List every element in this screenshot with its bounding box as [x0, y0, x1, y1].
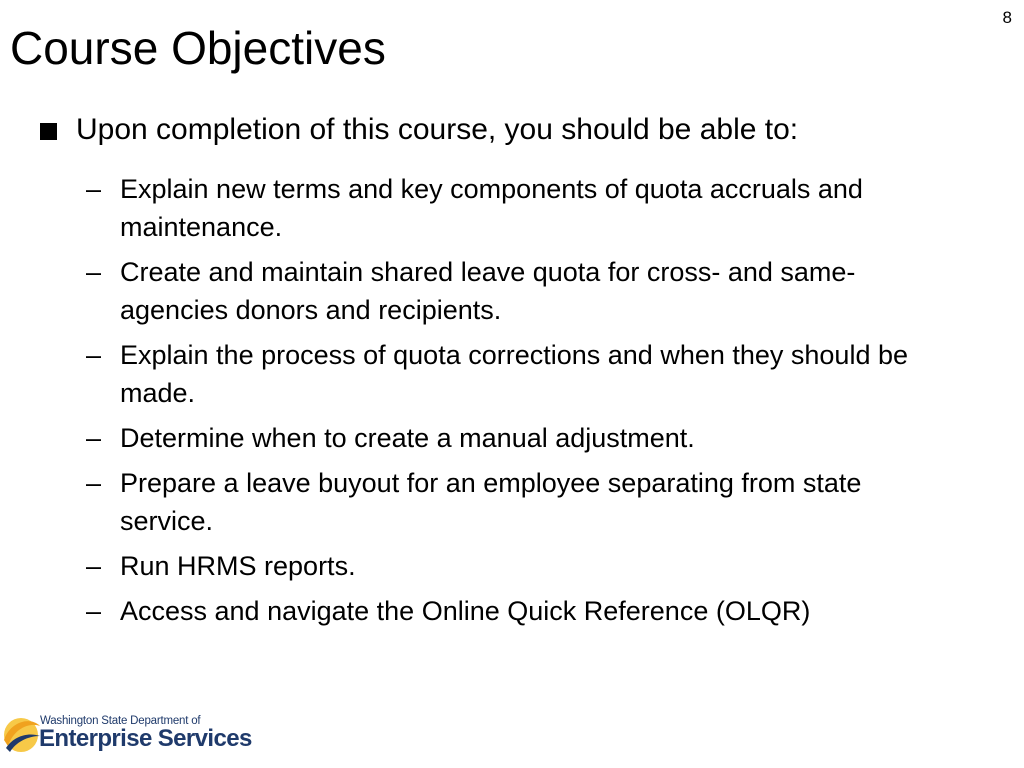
objective-item	[86, 547, 946, 585]
intro-text: Upon completion of this course, you should be able to:	[76, 113, 799, 146]
objective-item	[86, 170, 946, 246]
dash-bullet-icon: –	[86, 551, 102, 581]
objective-item	[86, 419, 946, 457]
objective-text: Create and maintain shared leave quota for cross- and same-agencies donors and recipients.	[120, 257, 856, 325]
dash-bullet-icon: –	[86, 468, 102, 498]
dash-bullet-icon: –	[86, 257, 102, 287]
slide-number: 8	[1002, 8, 1012, 27]
dash-bullet-icon: –	[86, 340, 102, 370]
objective-text: Run HRMS reports.	[120, 551, 356, 581]
sun-swoosh-icon	[0, 714, 42, 756]
square-bullet-icon	[40, 123, 57, 140]
objective-text: Explain the process of quota corrections and when they should be made.	[120, 340, 908, 408]
objective-item	[86, 336, 946, 412]
des-logo	[0, 712, 252, 762]
objective-item	[86, 592, 946, 630]
logo-line2: Enterprise Services	[39, 725, 252, 752]
objective-text: Determine when to create a manual adjustment.	[120, 423, 695, 453]
objective-text: Access and navigate the Online Quick Reference (OLQR)	[120, 596, 811, 626]
objective-item	[86, 464, 946, 540]
dash-bullet-icon: –	[86, 174, 102, 204]
dash-bullet-icon: –	[86, 423, 102, 453]
objective-item	[86, 253, 946, 329]
objectives-list	[86, 170, 946, 637]
slide-title: Course Objectives	[10, 22, 386, 74]
objective-text: Explain new terms and key components of quota accruals and maintenance.	[120, 174, 863, 242]
logo-line1: Washington State Department of	[40, 715, 201, 727]
objective-text: Prepare a leave buyout for an employee separating from state service.	[120, 468, 862, 536]
dash-bullet-icon: –	[86, 596, 102, 626]
